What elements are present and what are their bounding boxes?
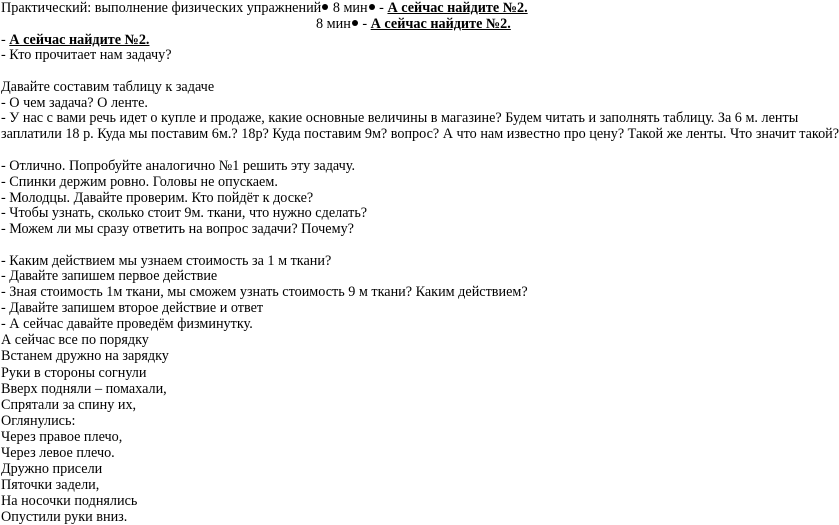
poem-line: Вверх подняли – помахали, bbox=[1, 381, 167, 397]
bullet-icon bbox=[369, 4, 375, 10]
time-label: 8 мин bbox=[316, 16, 351, 32]
poem-line: Пяточки задели, bbox=[1, 477, 100, 493]
poem-line: Опустили руки вниз. bbox=[1, 509, 128, 525]
text-line: - Каким действием мы узнаем стоимость за 1 м ткани? bbox=[1, 253, 332, 269]
poem-line: Спрятали за спину их, bbox=[1, 397, 137, 413]
header-line-2 bbox=[316, 16, 511, 32]
bullet-icon bbox=[352, 20, 358, 26]
poem-line: Через правое плечо, bbox=[1, 429, 123, 445]
text-line: Давайте составим таблицу к задаче bbox=[1, 79, 215, 95]
header-line-1 bbox=[1, 0, 528, 16]
dash-separator: - bbox=[375, 0, 388, 16]
text-line: - Можем ли мы сразу ответить на вопрос задачи? Почему? bbox=[1, 221, 354, 237]
bullet-icon bbox=[322, 4, 328, 10]
header-line-3 bbox=[1, 32, 149, 48]
task-heading: А сейчас найдите №2. bbox=[370, 16, 511, 32]
document-page bbox=[1, 0, 839, 525]
text-line: - Молодцы. Давайте проверим. Кто пойдёт к доске? bbox=[1, 190, 314, 206]
task-heading: А сейчас найдите №2. bbox=[387, 0, 528, 16]
text-line: - Зная стоимость 1м ткани, мы сможем узнать стоимость 9 м ткани? Каким действием? bbox=[1, 284, 528, 300]
dash-separator: - bbox=[358, 16, 371, 32]
text-line: - Давайте запишем первое действие bbox=[1, 268, 218, 284]
text-line: - Спинки держим ровно. Головы не опускаем. bbox=[1, 174, 278, 190]
poem-line: Встанем дружно на зарядку bbox=[1, 348, 169, 364]
lesson-stage-title: Практический: выполнение физических упражнений bbox=[1, 0, 322, 16]
poem-line: А сейчас все по порядку bbox=[1, 332, 149, 348]
poem-line: Оглянулись: bbox=[1, 413, 76, 429]
dash-prefix: - bbox=[1, 32, 10, 48]
text-line: - А сейчас давайте проведём физминутку. bbox=[1, 316, 253, 332]
text-line: - У нас с вами речь идет о купле и продаже, какие основные величины в магазине? Будем читать и заполнять таблицу. За 6 м. ленты bbox=[1, 110, 799, 126]
text-line: - Чтобы узнать, сколько стоит 9м. ткани, что нужно сделать? bbox=[1, 205, 368, 221]
text-line: - О чем задача? О ленте. bbox=[1, 95, 148, 111]
text-line: заплатили 18 р. Куда мы поставим 6м.? 18р? Куда поставим 9м? вопрос? А что нам известно про цену? Такой же ленты. Что значит такой? bbox=[1, 126, 839, 142]
text-line: - Кто прочитает нам задачу? bbox=[1, 47, 172, 63]
text-line: - Давайте запишем второе действие и ответ bbox=[1, 300, 264, 316]
poem-line: Руки в стороны согнули bbox=[1, 365, 147, 381]
poem-line: Дружно присели bbox=[1, 461, 103, 477]
text-line: - Отлично. Попробуйте аналогично №1 решить эту задачу. bbox=[1, 158, 355, 174]
task-heading: А сейчас найдите №2. bbox=[9, 32, 150, 48]
time-label: 8 мин bbox=[329, 0, 368, 16]
poem-line: Через левое плечо. bbox=[1, 445, 115, 461]
poem-line: На носочки поднялись bbox=[1, 493, 138, 509]
